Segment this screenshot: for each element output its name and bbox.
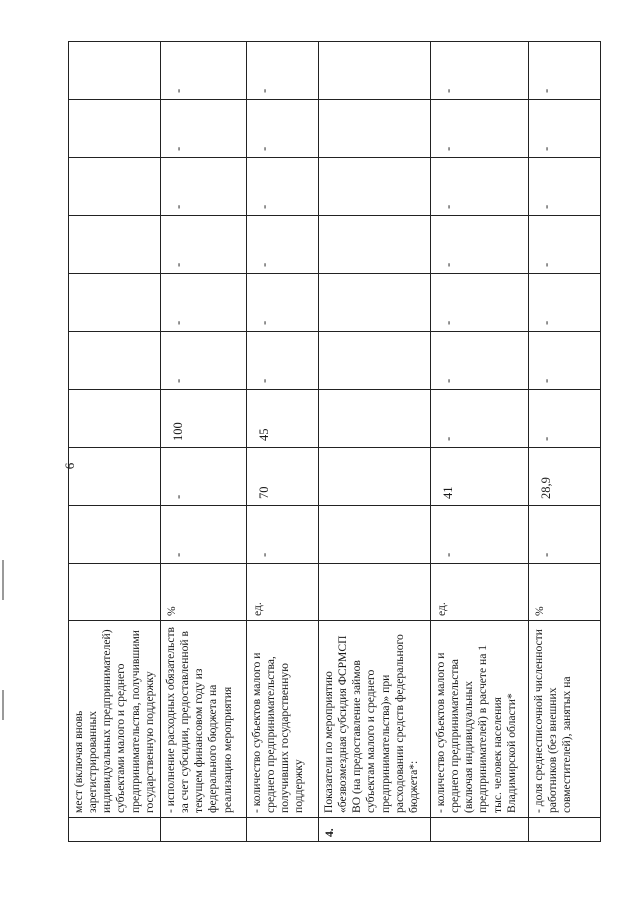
row-number-cell: [161, 818, 247, 842]
value-cell: [319, 274, 431, 332]
value-cell: -: [529, 216, 601, 274]
value-cell: -: [529, 158, 601, 216]
value-cell: -: [431, 390, 529, 448]
value-cell: 70: [247, 448, 319, 506]
value-cell: [69, 506, 161, 564]
value-cell: 28,9: [529, 448, 601, 506]
value-cell: -: [247, 506, 319, 564]
value-cell: -: [161, 42, 247, 100]
value-cell: [319, 216, 431, 274]
value-cell: -: [247, 216, 319, 274]
unit-cell: %: [529, 564, 601, 621]
indicator-name-cell: мест (включая вновь зарегистрированных индивидуальных предпринимателей) субъектами малого и среднего предпринимательства, получившими государственную поддержку: [69, 621, 161, 818]
value-cell: [69, 448, 161, 506]
value-cell: -: [161, 100, 247, 158]
value-cell: -: [431, 332, 529, 390]
value-cell: -: [431, 506, 529, 564]
indicator-name-cell: - количество субъектов малого и среднего предпринимательства (включая индивидуальных предпринимателей) в расчете на 1 тыс. человек населения Владимирской области*: [431, 621, 529, 818]
table-row: [431, 42, 529, 842]
value-cell: -: [431, 100, 529, 158]
value-cell: -: [247, 100, 319, 158]
value-cell: -: [161, 448, 247, 506]
value-cell: [319, 332, 431, 390]
page-number: 6: [62, 462, 77, 470]
value-cell: 41: [431, 448, 529, 506]
indicator-name-cell: - доля среднесписочной численности работников (без внешних совместителей), занятых на: [529, 621, 601, 818]
value-cell: [319, 100, 431, 158]
value-cell: -: [161, 158, 247, 216]
value-cell: -: [431, 274, 529, 332]
table-row: [69, 42, 161, 842]
value-cell: -: [529, 332, 601, 390]
unit-cell: ед.: [247, 564, 319, 621]
row-number-cell: [529, 818, 601, 842]
value-cell: [319, 158, 431, 216]
unit-cell: [69, 564, 161, 621]
unit-cell: %: [161, 564, 247, 621]
row-number-cell: 4.: [319, 818, 431, 842]
value-cell: -: [529, 42, 601, 100]
value-cell: -: [161, 506, 247, 564]
value-cell: [69, 274, 161, 332]
value-cell: -: [161, 332, 247, 390]
value-cell: -: [431, 158, 529, 216]
indicator-name-cell: - количество субъектов малого и среднего предпринимательства, получивших государственную поддержку: [247, 621, 319, 818]
value-cell: [319, 42, 431, 100]
value-cell: -: [161, 274, 247, 332]
indicator-name-cell: - исполнение расходных обязательств за счет субсидии, предоставленной в текущем финансовом году из федерального бюджета на реализацию мероприятия: [161, 621, 247, 818]
value-cell: [69, 42, 161, 100]
scan-margin-mark: [2, 690, 4, 720]
value-cell: -: [161, 216, 247, 274]
table-row: [247, 42, 319, 842]
value-cell: -: [431, 216, 529, 274]
value-cell: -: [529, 274, 601, 332]
row-number-cell: [431, 818, 529, 842]
value-cell: -: [247, 332, 319, 390]
value-cell: -: [529, 390, 601, 448]
indicator-name-cell: Показатели по мероприятию «безвозмездная субсидия ФСРМСП ВО (на предоставление займов субъектам малого и среднего предпринимательства)» при расходовании средств федерального бюджета*:: [319, 621, 431, 818]
table-row: [529, 42, 601, 842]
table-row: [161, 42, 247, 842]
value-cell: [319, 390, 431, 448]
value-cell: -: [529, 506, 601, 564]
value-cell: -: [247, 158, 319, 216]
value-cell: [69, 100, 161, 158]
value-cell: 100: [161, 390, 247, 448]
value-cell: [69, 332, 161, 390]
value-cell: [319, 448, 431, 506]
row-number-cell: [247, 818, 319, 842]
value-cell: [69, 390, 161, 448]
value-cell: [319, 506, 431, 564]
unit-cell: [319, 564, 431, 621]
value-cell: -: [247, 274, 319, 332]
value-cell: -: [431, 42, 529, 100]
value-cell: -: [247, 42, 319, 100]
value-cell: [69, 158, 161, 216]
table-row: [319, 42, 431, 842]
value-cell: 45: [247, 390, 319, 448]
unit-cell: ед.: [431, 564, 529, 621]
scan-margin-mark: [2, 560, 4, 600]
value-cell: -: [529, 100, 601, 158]
value-cell: [69, 216, 161, 274]
indicators-table: [68, 41, 601, 842]
row-number-cell: [69, 818, 161, 842]
